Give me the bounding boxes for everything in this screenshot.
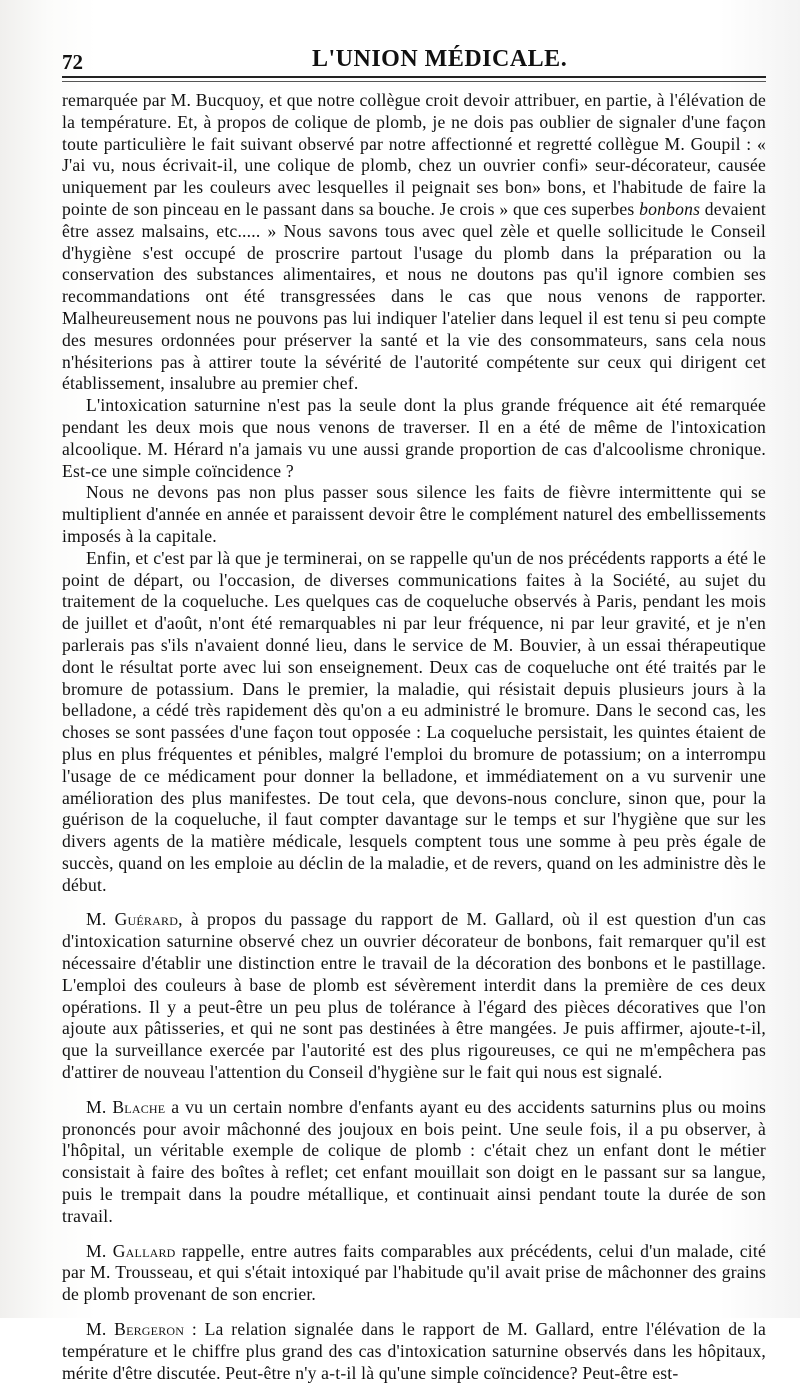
- paragraph: L'intoxication saturnine n'est pas la seule dont la plus grande fréquence ait été remarquée pendant les deux mois que nous venons de traverser. Il en a été de même de l'intoxication alcoolique. M. Hérard n'a jamais vu une aussi grande proportion de cas d'alcoolisme chronique. Est-ce une simple coïncidence ?: [62, 395, 766, 481]
- remark-guerard: [62, 909, 766, 1083]
- remark-blache: [62, 1097, 766, 1228]
- paragraph: Nous ne devons pas non plus passer sous silence les faits de fièvre intermittente qui se multiplient d'année en année et paraissent devoir être le complément naturel des embellissements imposés à la capitale.: [62, 482, 766, 546]
- speaker-name: M. Gallard: [86, 1240, 176, 1261]
- running-title: L'UNION MÉDICALE.: [312, 46, 568, 72]
- remark-bergeron: [62, 1319, 766, 1384]
- paragraph-text: devaient être assez malsains, etc..... » Nous savons tous avec quel zèle et quelle sollicitude le Conseil d'hygiène s'est occupé de proscrire partout l'usage du plomb dans la préparation ou la conservation des substances alimentaires, et nous ne doutons pas qu'il ignore combien ses recommandations ont été transgressées dans le cas que nous venons de rapporter. Malheureusement nous ne pouvons pas lui indiquer l'atelier dans lequel il est tenu si peu compte des mesures ordonnées pour préserver la santé et la vie des consommateurs, sans cela nous n'hésiterions pas à attirer toute la sévérité de l'autorité compétente sur ceux qui dirigent cet établissement, insalubre au premier chef.: [62, 198, 766, 394]
- remark-text: a vu un certain nombre d'enfants ayant eu des accidents saturnins plus ou moins prononcés pour avoir mâchonné des joujoux en bois peint. Une seule fois, il a pu observer, à l'hôpital, un véritable exemple de colique de plomb : c'était chez un enfant dont le métier consistait à faire des boîtes à reflet; cet enfant mouillait son doigt en le passant sur sa langue, puis le trempait dans la poudre métallique, et continuait ainsi pendant toute la durée de son travail.: [62, 1096, 766, 1226]
- remark-text: : La relation signalée dans le rapport de M. Gallard, entre l'élévation de la température et le chiffre plus grand des cas d'intoxication saturnine observés dans les hôpitaux, mérite d'être discutée. Peut-être n'y a-t-il là qu'une simple coïncidence? Peut-être est-: [62, 1319, 766, 1383]
- speaker-name: M. Guérard: [86, 909, 179, 930]
- page-number: 72: [62, 50, 83, 74]
- paragraph: [62, 90, 766, 395]
- paragraph-text: remarquée par M. Bucquoy, et que notre collègue croit devoir attribuer, en partie, à l'élévation de la température. Et, à propos de colique de plomb, je ne dois pas oublier de signaler d'une façon toute particulière le fait suivant observé par notre affectionné et regretté collègue M. Goupil : « J'ai vu, nous écrivait-il, une colique de plomb, chez un ouvrier confi» seur-décorateur, causée uniquement par les couleurs avec lesquelles il peignait ses bon» bons, et l'habitude de faire la pointe de son pinceau en le passant dans sa bouche. Je crois » que ces superbes: [62, 90, 766, 219]
- remark-gallard: [62, 1241, 766, 1306]
- speaker-name: M. Bergeron: [86, 1319, 185, 1340]
- remark-text: rappelle, entre autres faits comparables aux précédents, celui d'un malade, cité par M. Trousseau, et qui s'était intoxiqué par l'habitude qu'il avait prise de mâchonner des grains de plomb provenant de son encrier.: [62, 1240, 766, 1305]
- remark-text: , à propos du passage du rapport de M. Gallard, où il est question d'un cas d'intoxication saturnine observé chez un ouvrier décorateur de bonbons, fait remarquer qu'il est nécessaire d'établir une distinction entre le travail de la décoration des bonbons et le pastillage. L'emploi des couleurs à base de plomb est sévèrement interdit dans la première de ces deux opérations. Il y a peut-être un peu plus de tolérance à l'égard des pièces décoratives que l'on ajoute aux pâtisseries, et qui ne sont pas destinées à être mangées. Je puis affirmer, ajoute-t-il, que la surveillance exercée par l'autorité est des plus rigoureuses, ce qui ne m'empêchera pas d'attirer de nouveau l'attention du Conseil d'hygiène sur le fait qui nous est signalé.: [62, 909, 766, 1083]
- article-body: [62, 90, 766, 1384]
- header-rule: [62, 81, 766, 82]
- italic-word: bonbons: [639, 198, 701, 219]
- speaker-name: M. Blache: [86, 1096, 166, 1117]
- page-header: [62, 36, 766, 78]
- paragraph: Enfin, et c'est par là que je terminerai, on se rappelle qu'un de nos précédents rapports a été le point de départ, ou l'occasion, de diverses communications faites à la Société, au sujet du traitement de la coqueluche. Les quelques cas de coqueluche observés à Paris, pendant les mois de juillet et d'août, n'ont été remarquables ni par leur fréquence, ni par leur gravité, et je n'en parlerais pas s'ils n'avaient donné lieu, dans le service de M. Bouvier, à un essai thérapeutique dont le résultat porte avec lui son enseignement. Deux cas de coqueluche ont été traités par le bromure de potassium. Dans le premier, la maladie, qui résistait depuis plusieurs jours à la belladone, a cédé très rapidement dès qu'on a eu administré le bromure. Dans le second cas, les choses se sont passées d'une façon tout opposée : La coqueluche persistait, les quintes étaient de plus en plus fréquentes et pénibles, malgré l'emploi du bromure de potassium; on a interrompu l'usage de ce médicament pour donner la belladone, et immédiatement on a vu survenir une amélioration des plus manifestes. De tout cela, que devons-nous conclure, sinon que, pour la guérison de la coqueluche, il faut compter davantage sur le temps et sur l'hygiène que sur les divers agents de la matière médicale, lesquels comptent tous une somme à peu près égale de succès, quand on les emploie au déclin de la maladie, et de revers, quand on les administre dès le début.: [62, 547, 766, 895]
